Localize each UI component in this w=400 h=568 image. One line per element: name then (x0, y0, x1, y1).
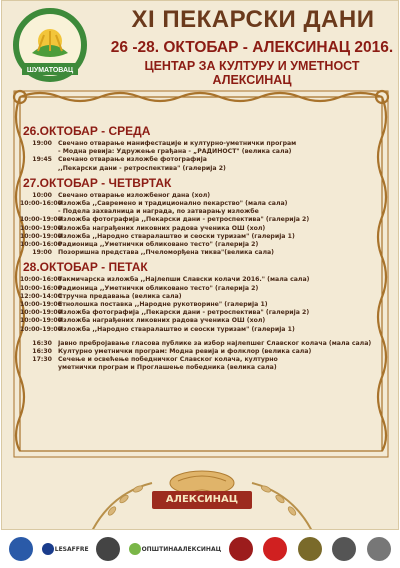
schedule-row (20, 348, 382, 356)
event-description: - Модна ревија: Удружење грађана - „РАДИНОСТ" (велика сала) (58, 148, 292, 156)
event-time: 10:00-16:00 (20, 200, 62, 208)
schedule-row (20, 356, 382, 364)
event-time: 10:00-19:00 (20, 317, 62, 325)
event-description: Свечано отварање манифестације и културно-уметнички програм (58, 140, 297, 147)
schedule-row (20, 364, 382, 372)
event-time: 19:00 (32, 249, 52, 257)
event-description: ,,Пекарски дани - ретроспектива" (галерија 2) (58, 164, 226, 172)
event-time (20, 364, 58, 372)
event-description: Изложба фотографија ,,Пекарски дани - ретроспектива" (галерија 2) (58, 216, 310, 224)
schedule-row (20, 233, 382, 241)
event-time: 10:00-16:00 (20, 284, 62, 292)
event-time: 19:45 (32, 156, 52, 164)
event-time: 10:00-16:00 (20, 241, 62, 249)
red-badge-icon (260, 535, 290, 563)
schedule-row (20, 165, 382, 173)
event-description: Изложба награђених ликовних радова ученика ОШ (хол) (58, 224, 266, 232)
schedule-row (20, 216, 382, 224)
event-time: 10:00-19:00 (20, 325, 62, 333)
event-description: Изложба ,,Народно стваралаштво и сеоски туризам" (галерија 1) (58, 232, 295, 240)
schedule-row (20, 309, 382, 317)
oval-seal-icon (295, 535, 325, 563)
schedule-row (20, 156, 382, 164)
day-heading: 26.ОКТОБАР - СРЕДА (23, 124, 151, 138)
day-heading: 28.ОКТОБАР - ПЕТАК (23, 260, 148, 275)
coat-of-arms-icon (6, 535, 36, 563)
event-time: 17:30 (32, 356, 52, 364)
logo-bottom-text: ШУМАТОВАЦ (26, 67, 74, 74)
schedule-row (20, 317, 382, 325)
municipality-logo-icon (128, 535, 222, 563)
schedule-row (20, 140, 382, 148)
schedule-row (20, 192, 382, 200)
rectangle-emblem-icon (329, 535, 359, 563)
event-description: Изложба фотографија ,,Пекарски дани - ретроспектива" (галерија 2) (58, 309, 310, 317)
schedule-row (20, 285, 382, 293)
event-time: 16:30 (32, 339, 52, 347)
schedule-row (20, 326, 382, 334)
schedule (20, 121, 382, 373)
event-description: Културно уметнички програм: Модна ревија и фолклор (велика сала) (58, 348, 312, 356)
schedule-row (20, 241, 382, 249)
event-time: 10:00-19:00 (20, 232, 62, 240)
event-description: Изложба ,,Народно стваралаштво и сеоски туризам" (галерија 1) (58, 325, 295, 333)
event-description: Изложба ,,Савремено и традиционално пекарство" (мала сала) (58, 200, 288, 208)
event-dates: 26 -28. ОКТОБАР - АЛЕКСИНАЦ 2016. (110, 39, 394, 56)
town-label: АЛЕКСИНАЦ (152, 491, 252, 509)
event-description: Сечење и освећење победничког Славског колача, културно (58, 356, 278, 364)
event-description: Свечано отварање изложбеног дана (хол) (58, 191, 211, 199)
event-time (20, 208, 58, 216)
event-description: уметнички програм и Проглашење победника (велика сала) (58, 364, 277, 372)
poster (1, 0, 399, 530)
event-description: Свечано отварање изложбе фотографија (58, 156, 207, 164)
event-time (20, 165, 58, 173)
sponsors-bar (0, 530, 400, 568)
schedule-row (20, 148, 382, 156)
event-description: Позоришна представа ,,Пчеломорђена тиква"(велика сала) (58, 249, 275, 257)
sponsor-name: LESAFFRE (54, 545, 89, 553)
event-description: Етнолошка поставка ,,Народне рукотворине" (галерија 1) (58, 301, 268, 309)
event-time (20, 148, 58, 156)
lesaffre-logo-icon (41, 535, 89, 563)
circular-seal-icon (93, 535, 123, 563)
event-time: 10:00 (32, 191, 52, 199)
event-time: 10:00-19:00 (20, 301, 62, 309)
event-time: 10:00-19:00 (20, 309, 62, 317)
school-logo (10, 7, 90, 87)
schedule-row (20, 225, 382, 233)
building-logo-icon (364, 535, 394, 563)
event-description: Изложба награђених ликовних радова ученика ОШ (хол) (58, 317, 266, 325)
event-time: 10:00-19:00 (20, 224, 62, 232)
venue-title: ЦЕНТАР ЗА КУЛТУРУ И УМЕТНОСТ АЛЕКСИНАЦ (144, 59, 360, 87)
event-description: Радионица ,,Уметнички обликовано тесто" (галерија 2) (58, 284, 259, 292)
sponsor-name: ОПШТИНААЛЕКСИНАЦ (141, 545, 222, 553)
event-description: Стручна предавања (велика сала) (58, 292, 182, 300)
event-time: 10:00-16:00 (20, 276, 62, 284)
page-title: XI ПЕКАРСКИ ДАНИ (131, 6, 375, 33)
event-time: 12:00-14:00 (20, 292, 62, 300)
event-time: 16:30 (32, 348, 52, 356)
schedule-row (20, 276, 382, 284)
event-time: 10:00-19:00 (20, 216, 62, 224)
schedule-row (20, 340, 382, 348)
schedule-row (20, 293, 382, 301)
event-description: - Подела захвалница и награда, по затварању изложбе (58, 208, 259, 216)
event-description: Јавно пребројавање гласова публике за избор најлепшег Славског колача (мала сала) (58, 339, 372, 347)
event-time: 19:00 (32, 140, 52, 147)
schedule-row (20, 301, 382, 309)
schedule-row (20, 208, 382, 216)
event-description: Такмичарска изложба ,,Најлепши Славски колачи 2016." (мала сала) (58, 276, 310, 284)
schedule-row (20, 249, 382, 257)
shield-icon (226, 535, 256, 563)
day-heading: 27.ОКТОБАР - ЧЕТВРТАК (23, 175, 172, 190)
schedule-row (20, 200, 382, 208)
event-description: Радионица ,,Уметнички обликовано тесто" (галерија 2) (58, 241, 259, 249)
